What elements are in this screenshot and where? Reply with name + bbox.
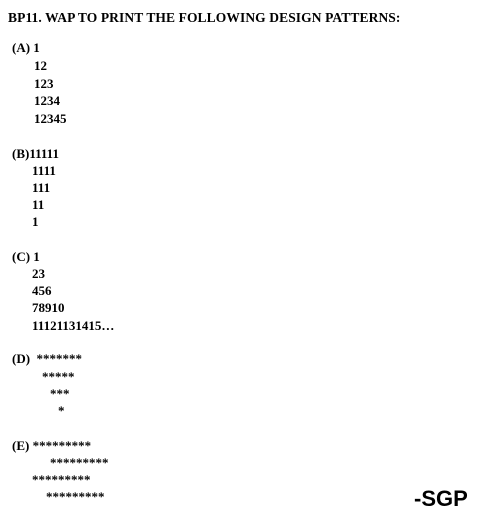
pattern-d-label: (D) ******* (12, 351, 83, 366)
pattern-c-line: 23 (32, 266, 45, 281)
pattern-e-label: (E) ********* (12, 438, 92, 453)
pattern-e-line: ********* (46, 489, 105, 504)
pattern-a-line: 1234 (34, 93, 60, 108)
pattern-c-line: 11121131415… (32, 318, 115, 333)
pattern-b-label: (B)11111 (12, 146, 59, 161)
pattern-a-line: 12345 (34, 111, 67, 126)
pattern-d-line: ***** (42, 369, 75, 384)
pattern-e-line: ********* (50, 455, 109, 470)
pattern-c-line: 456 (32, 283, 52, 298)
pattern-e-line: ********* (32, 472, 91, 487)
pattern-d-line: * (58, 403, 65, 418)
pattern-b-line: 1111 (32, 163, 56, 178)
pattern-a-label: (A) 1 (12, 40, 40, 55)
author-signature: -SGP (414, 486, 468, 511)
pattern-d-line: *** (50, 386, 70, 401)
pattern-b-line: 11 (32, 197, 45, 212)
pattern-c-line: 78910 (32, 300, 65, 315)
pattern-b-line: 1 (32, 214, 39, 229)
pattern-b-line: 111 (32, 180, 51, 195)
pattern-a-line: 12 (34, 58, 47, 73)
pattern-c-label: (C) 1 (12, 249, 40, 264)
page-title: BP11. WAP TO PRINT THE FOLLOWING DESIGN PATTERNS: (8, 10, 401, 25)
pattern-a-line: 123 (34, 76, 54, 91)
